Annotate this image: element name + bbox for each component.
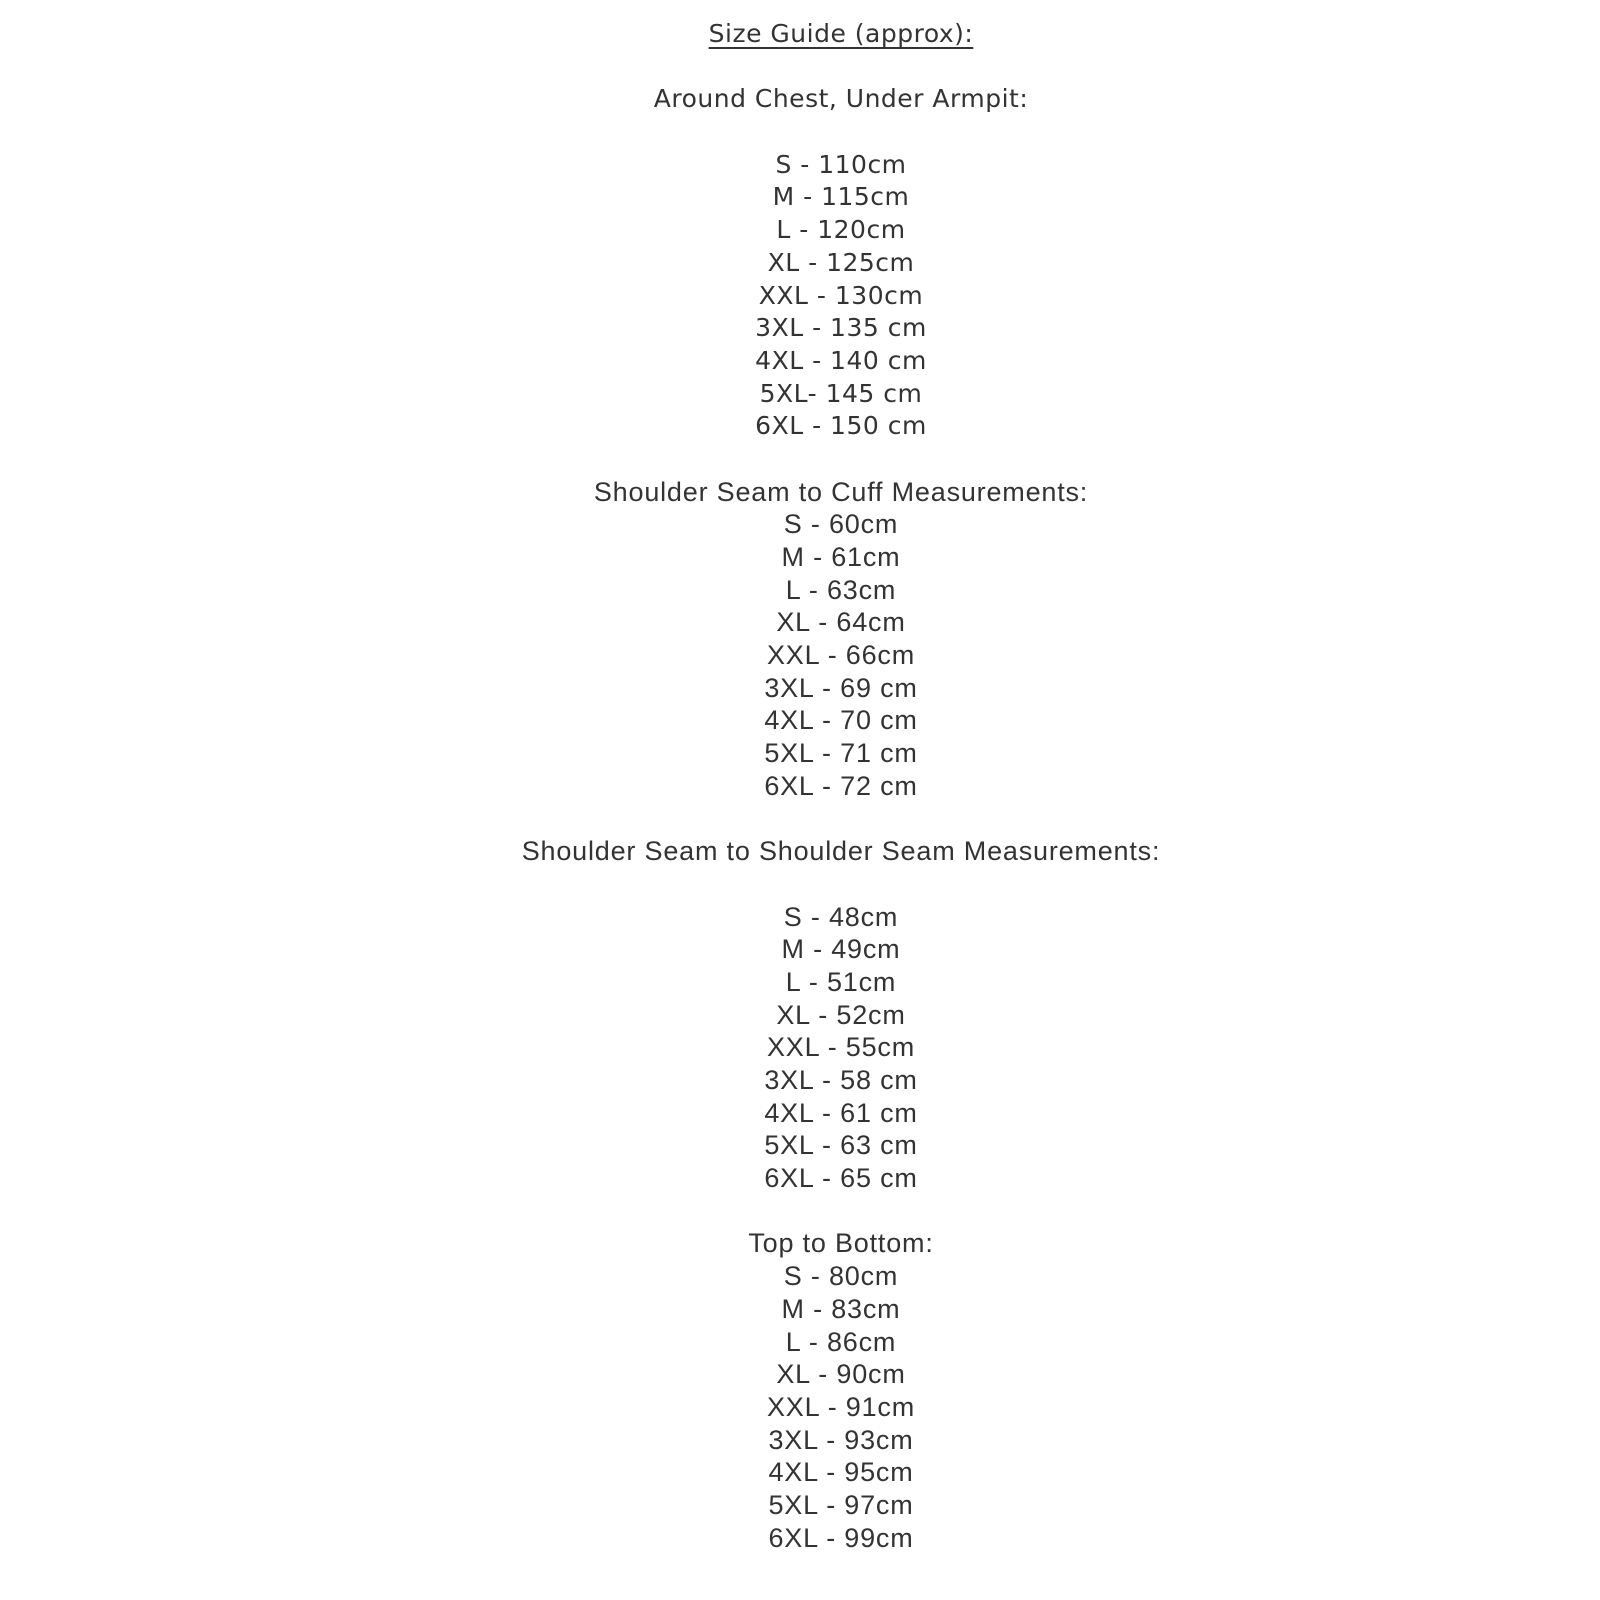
size-row: L - 63cm bbox=[785, 574, 897, 605]
page-title: Size Guide (approx): bbox=[708, 19, 974, 48]
size-row: 4XL - 140 cm bbox=[755, 345, 927, 375]
size-row: 6XL - 99cm bbox=[768, 1522, 914, 1553]
spacer bbox=[82, 116, 1600, 149]
size-row: M - 83cm bbox=[781, 1293, 901, 1324]
spacer bbox=[82, 51, 1600, 84]
size-row: S - 48cm bbox=[783, 901, 899, 932]
spacer bbox=[82, 1195, 1600, 1228]
size-row: 5XL - 63 cm bbox=[764, 1130, 918, 1161]
size-row: XL - 90cm bbox=[776, 1359, 906, 1390]
size-row: 4XL - 95cm bbox=[768, 1457, 914, 1488]
size-guide-document bbox=[82, 0, 1600, 1554]
size-row: 5XL - 71 cm bbox=[764, 738, 918, 769]
size-row: 5XL- 145 cm bbox=[759, 378, 923, 408]
spacer bbox=[82, 443, 1600, 476]
size-row: XXL - 91cm bbox=[766, 1391, 916, 1422]
size-row: M - 115cm bbox=[772, 182, 910, 212]
section-heading-cuff: Shoulder Seam to Cuff Measurements: bbox=[593, 476, 1089, 507]
size-row: S - 110cm bbox=[775, 149, 907, 179]
section-heading-chest: Around Chest, Under Armpit: bbox=[653, 84, 1029, 114]
size-row: L - 120cm bbox=[776, 215, 906, 245]
size-row: XXL - 66cm bbox=[766, 640, 916, 671]
size-row: 3XL - 58 cm bbox=[764, 1065, 918, 1095]
size-row: XL - 125cm bbox=[767, 247, 915, 277]
size-row: 3XL - 135 cm bbox=[755, 313, 927, 343]
size-row: 3XL - 93cm bbox=[768, 1424, 914, 1455]
section-heading-shoulder: Shoulder Seam to Shoulder Seam Measurements: bbox=[521, 836, 1161, 867]
size-row: 6XL - 65 cm bbox=[764, 1163, 918, 1194]
size-row: XXL - 130cm bbox=[758, 280, 924, 310]
section-heading-length: Top to Bottom: bbox=[748, 1228, 934, 1259]
size-row: XL - 52cm bbox=[776, 999, 906, 1030]
size-row: M - 49cm bbox=[781, 934, 901, 965]
size-row: L - 86cm bbox=[785, 1326, 897, 1357]
size-row: 6XL - 150 cm bbox=[755, 411, 927, 441]
size-row: 4XL - 61 cm bbox=[764, 1097, 918, 1128]
size-row: 4XL - 70 cm bbox=[764, 705, 918, 736]
size-row: XL - 64cm bbox=[776, 607, 906, 638]
size-row: 6XL - 72 cm bbox=[764, 770, 918, 801]
size-row: S - 80cm bbox=[783, 1261, 899, 1292]
size-row: S - 60cm bbox=[783, 509, 899, 540]
size-row: 3XL - 69 cm bbox=[764, 672, 918, 703]
size-row: L - 51cm bbox=[785, 966, 897, 997]
spacer bbox=[82, 868, 1600, 901]
size-row: M - 61cm bbox=[781, 542, 901, 572]
spacer bbox=[82, 803, 1600, 836]
size-row: 5XL - 97cm bbox=[768, 1489, 914, 1520]
size-row: XXL - 55cm bbox=[766, 1032, 916, 1063]
